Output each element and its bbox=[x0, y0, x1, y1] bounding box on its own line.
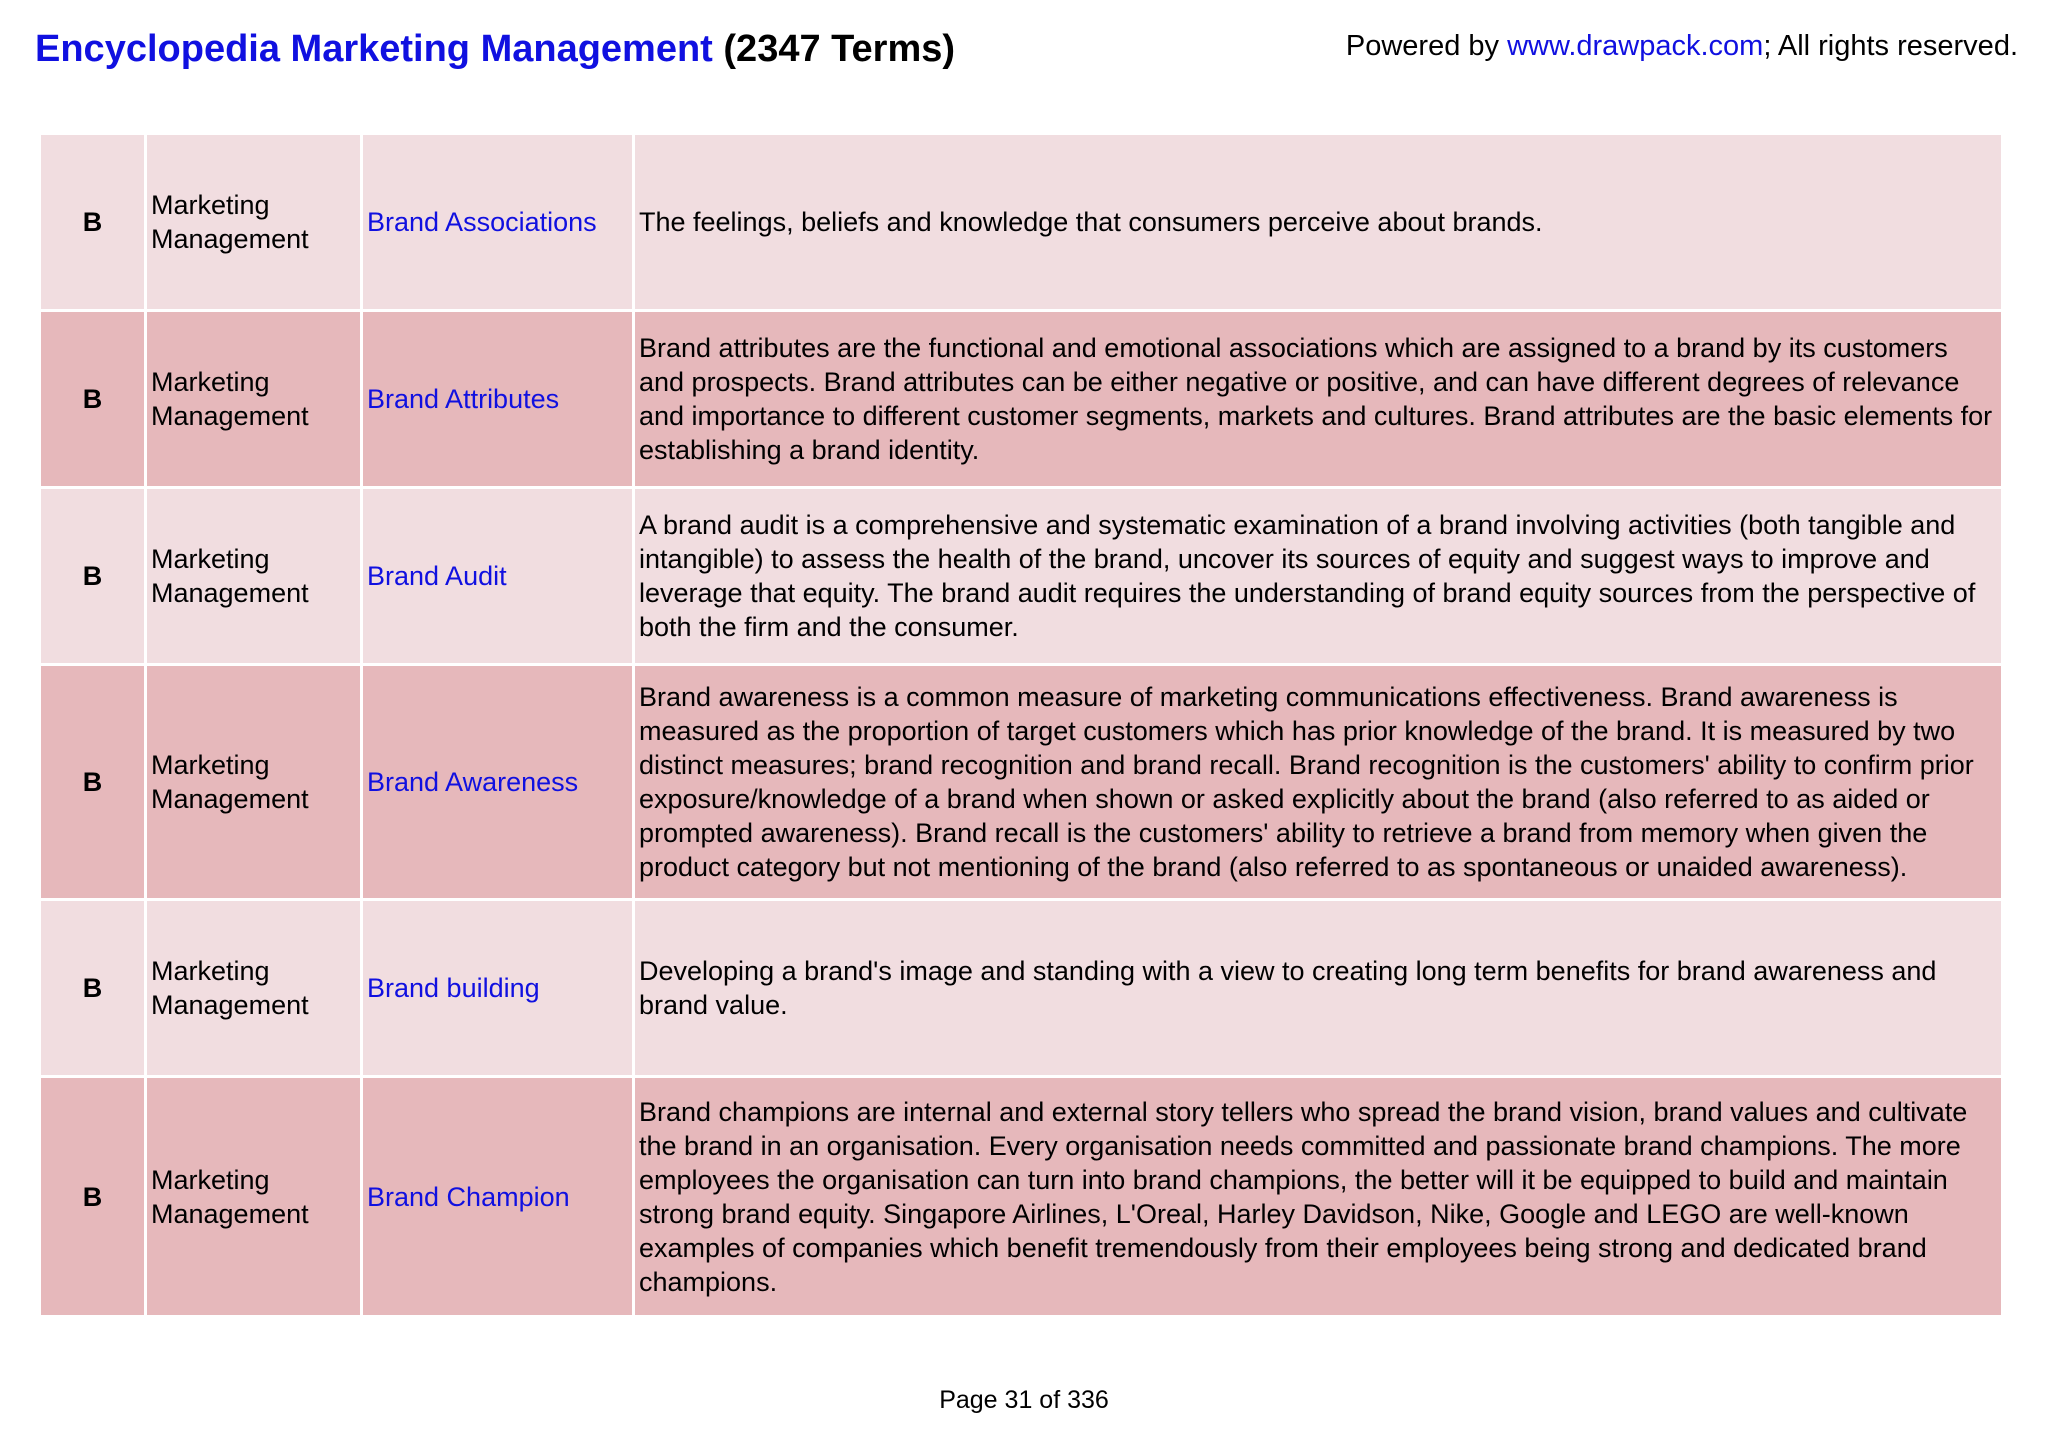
category-cell: Marketing Management bbox=[147, 135, 360, 309]
term-link[interactable]: Brand Champion bbox=[363, 1078, 632, 1315]
category-cell: Marketing Management bbox=[147, 666, 360, 898]
title-count: (2347 Terms) bbox=[712, 28, 956, 70]
letter-cell: B bbox=[41, 666, 144, 898]
letter-cell: B bbox=[41, 901, 144, 1075]
terms-table bbox=[38, 132, 2004, 1318]
title-link[interactable]: Encyclopedia Marketing Management bbox=[35, 28, 713, 70]
letter-cell: B bbox=[41, 135, 144, 309]
definition-cell: Brand awareness is a common measure of marketing communications effectiveness. Brand awareness is measured as the proportion of target customers which has prior knowledge of the brand. It is measured by two distinct measures; brand recognition and brand recall. Brand recognition is the customers' ability to confirm prior exposure/knowledge of a brand when shown or asked explicitly about the brand (also referred to as aided or prompted awareness). Brand recall is the customers' ability to retrieve a brand from memory when given the product category but not mentioning of the brand (also referred to as spontaneous or unaided awareness). bbox=[635, 666, 2001, 898]
page-number: Page 31 of 336 bbox=[939, 1386, 1109, 1414]
term-link[interactable]: Brand Associations bbox=[363, 135, 632, 309]
powered-suffix: ; All rights reserved. bbox=[1763, 30, 2018, 62]
definition-cell: Brand champions are internal and external story tellers who spread the brand vision, brand values and cultivate the brand in an organisation. Every organisation needs committed and passionate brand champions. The more employees the organisation can turn into brand champions, the better will it be equipped to build and maintain strong brand equity. Singapore Airlines, L'Oreal, Harley Davidson, Nike, Google and LEGO are well-known examples of companies which benefit tremendously from their employees being strong and dedicated brand champions. bbox=[635, 1078, 2001, 1315]
powered-prefix: Powered by bbox=[1345, 30, 1508, 62]
term-link[interactable]: Brand Audit bbox=[363, 489, 632, 663]
category-cell: Marketing Management bbox=[147, 489, 360, 663]
term-link[interactable]: Brand building bbox=[363, 901, 632, 1075]
table-row bbox=[41, 901, 2001, 1075]
powered-by bbox=[1346, 30, 2018, 63]
table-row bbox=[41, 312, 2001, 486]
term-link[interactable]: Brand Attributes bbox=[363, 312, 632, 486]
page-title bbox=[35, 28, 955, 71]
category-cell: Marketing Management bbox=[147, 312, 360, 486]
table-row bbox=[41, 1078, 2001, 1315]
definition-cell: The feelings, beliefs and knowledge that consumers perceive about brands. bbox=[635, 135, 2001, 309]
table-row bbox=[41, 666, 2001, 898]
category-cell: Marketing Management bbox=[147, 1078, 360, 1315]
table-row bbox=[41, 489, 2001, 663]
drawpack-link[interactable]: www.drawpack.com bbox=[1507, 30, 1764, 62]
category-cell: Marketing Management bbox=[147, 901, 360, 1075]
letter-cell: B bbox=[41, 1078, 144, 1315]
table-row bbox=[41, 135, 2001, 309]
letter-cell: B bbox=[41, 489, 144, 663]
definition-cell: Brand attributes are the functional and emotional associations which are assigned to a brand by its customers and prospects. Brand attributes can be either negative or positive, and can have different degrees of relevance and importance to different customer segments, markets and cultures. Brand attributes are the basic elements for establishing a brand identity. bbox=[635, 312, 2001, 486]
term-link[interactable]: Brand Awareness bbox=[363, 666, 632, 898]
letter-cell: B bbox=[41, 312, 144, 486]
definition-cell: Developing a brand's image and standing with a view to creating long term benefits for brand awareness and brand value. bbox=[635, 901, 2001, 1075]
definition-cell: A brand audit is a comprehensive and systematic examination of a brand involving activities (both tangible and intangible) to assess the health of the brand, uncover its sources of equity and suggest ways to improve and leverage that equity. The brand audit requires the understanding of brand equity sources from the perspective of both the firm and the consumer. bbox=[635, 489, 2001, 663]
